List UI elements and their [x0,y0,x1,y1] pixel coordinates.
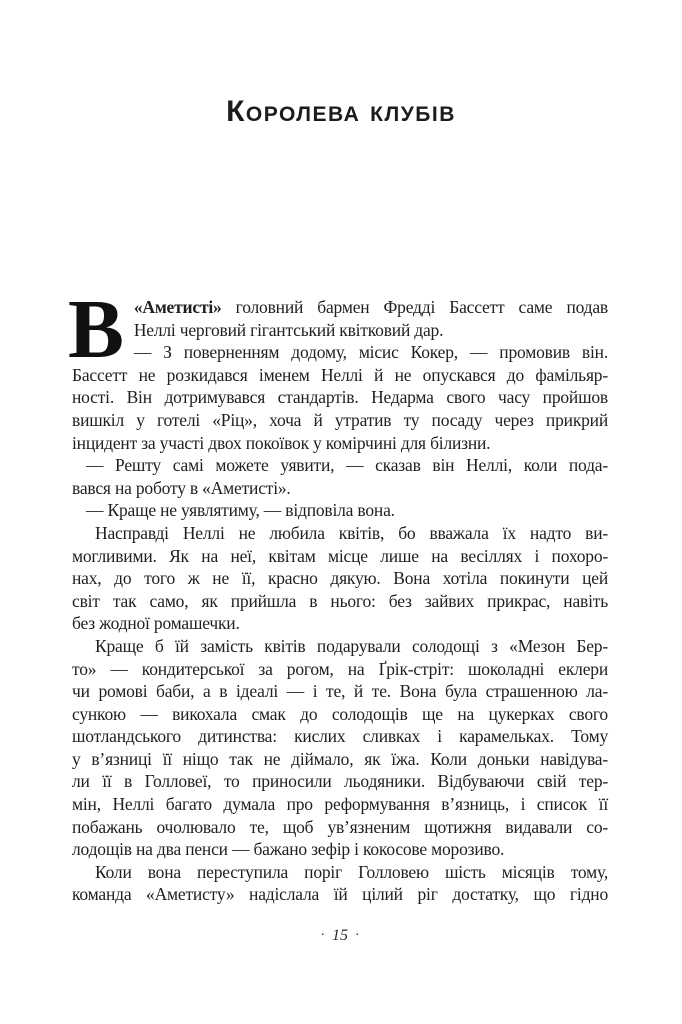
paragraph-sweets [72,635,608,861]
body-line: без жодної ромашечки. [72,613,240,634]
body-line: чи ромові баби, а в ідеалі — і те, й те. Вона була страшенною ла- [72,681,608,702]
body-line: вишкіл у готелі «Ріц», хоча й утратив ту посаду через прикрий [72,409,608,430]
body-line: сункою — викохала смак до солодощів ще на цукерках свого [72,703,608,724]
drop-cap: В [68,283,124,376]
paragraph-dialogue-3 [72,499,608,522]
body-line: команда «Аметисту» надіслала їй цілий ріг достатку, що гідно [72,884,608,905]
folio-number: 15 [332,927,348,945]
body-line: у в’язниці її ніщо так не діймало, як їжа. Коли доньки навідува- [72,748,608,769]
body-line: ли її в Голловеї, то приносили льодяники. Відбуваючи свій тер- [72,771,608,792]
folio-dot-left: · [320,928,325,944]
body-line: Коли вона переступила поріг Голловею шість місяців тому, [95,861,608,882]
body-line: могливими. Як на неї, квітам місце лише на весіллях і похоро- [72,545,608,566]
body-line: лодощів на два пенси — бажано зефір і кокосове морозиво. [72,839,505,860]
body-line: світ так само, як прийшла в нього: без зайвих прикрас, навіть [72,590,608,611]
body-line: Бассетт не розкидався іменем Неллі й не опускався до фамільяр- [72,364,608,385]
body-line: мін, Неллі багато думала про реформування в’язниць, і список її [72,794,608,815]
body-line: — З поверненням додому, місис Кокер, — промовив він. [133,342,608,363]
body-line: — Решту самі можете уявити, — сказав він Неллі, коли пода- [86,455,608,476]
body-line: «Аметисті» головний бармен Фредді Бассетт саме подав [133,297,608,317]
body-line: — Краще не уявлятиму, — відповіла вона. [86,500,395,521]
chapter-title: Королева клубів [226,95,456,128]
body-line: шотландського дитинства: кислих сливках і карамельках. Тому [72,726,608,747]
body-line: побажань очолювало те, щоб ув’язненим щотижня видавали со- [72,816,608,837]
paragraph-holloway [72,861,608,906]
paragraph-dialogue-2 [72,454,608,499]
paragraph-dialogue-1 [72,364,608,454]
body-line: нах, до того ж не її, красно дякую. Вона хотіла покинути цей [72,568,608,589]
body-line: Неллі черговий гігантський квітковий дар. [133,319,444,340]
bold-lead: «Аметисті» [133,297,222,317]
body-line: то» — кондитерської за рогом, на Ґрік-стріт: шоколадні еклери [72,658,608,679]
body-line: Краще б їй замість квітів подарували солодощі з «Мезон Бер- [95,635,608,656]
body-line: ності. Він дотримувався стандартів. Недарма свого часу пройшов [72,387,608,408]
body-line: інцидент за участі двох покоївок у комірчині для білизни. [72,432,491,453]
body-text [68,283,608,906]
body-line: Насправді Неллі не любила квітів, бо вважала їх надто ви- [95,522,608,543]
paragraph-flowers [72,522,608,635]
body-line: вався на роботу в «Аметисті». [72,477,291,498]
page-number [72,927,608,945]
folio-dot-right: · [355,928,360,944]
